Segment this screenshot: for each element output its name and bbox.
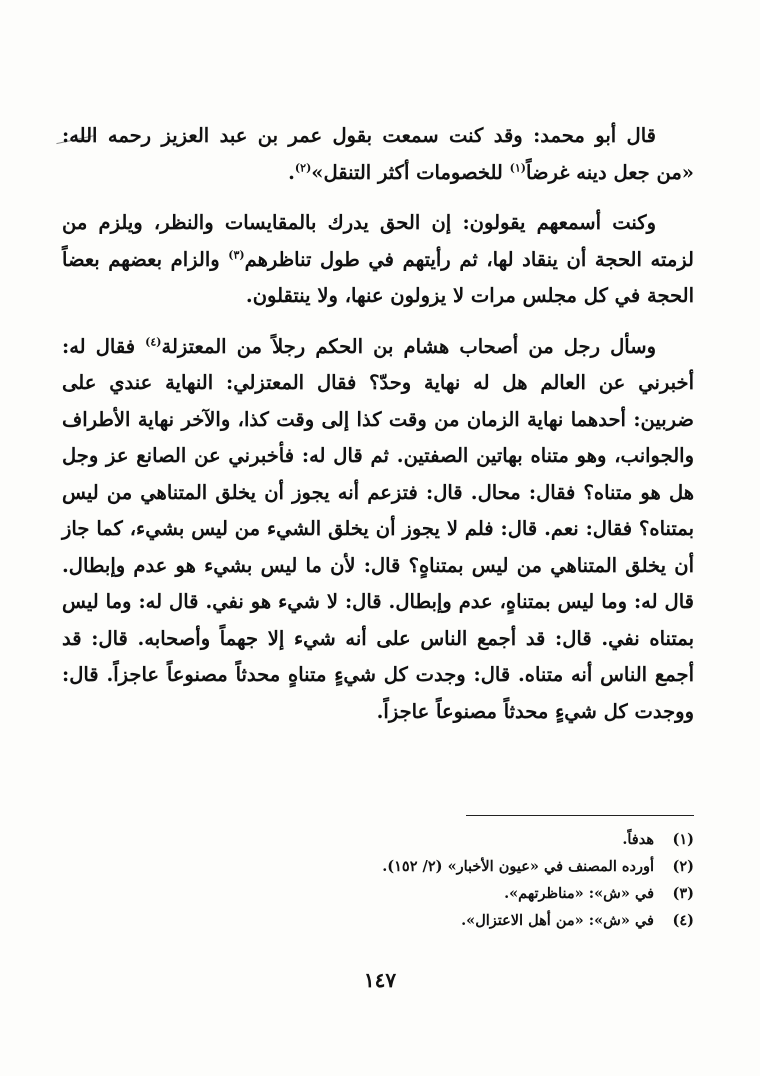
footnote-text: في «ش»: «من أهل الاعتزال». (461, 912, 654, 929)
paragraph-2-text-2: والزام بعضهم بعضاً الحجة في كل مجلس مرات لا يزولون عنها، ولا ينتقلون. (62, 247, 694, 307)
page-number: ١٤٧ (363, 968, 397, 992)
footnote-ref-3[interactable]: (٣) (228, 248, 245, 261)
paragraph-2-text: وكنت أسمعهم يقولون: إن الحق يدرك بالمقايسات والنظر، ويلزم من لزمته الحجة أن ينقاد لها، ثم رأيتهم في طول تناظرهم (62, 211, 694, 271)
footnote-number: (١) (672, 831, 694, 848)
footnote-2 (134, 853, 694, 880)
footnote-number: (٢) (672, 858, 694, 875)
footnote-text: في «ش»: «مناظرتهم». (504, 885, 654, 902)
footnote-3 (134, 880, 694, 907)
footnote-ref-1[interactable]: (١) (509, 161, 527, 174)
paragraph-3 (62, 329, 694, 731)
footnote-divider (466, 815, 694, 816)
footnote-ref-2[interactable]: (٢) (294, 161, 312, 174)
paragraph-1-text: قال أبو محمد: وقد كنت سمعت بقول عمر بن عبد العزيز رحمه الله: «من جعل دينه غرضاً (62, 124, 694, 184)
paragraph-3-text-2: فقال له: أخبرني عن العالم هل له نهاية وحدّ؟ فقال المعتزلي: النهاية عندي على ضربين: أحدهما نهاية الزمان من وقت كذا إلى وقت كذا، والآخر نهاية الأطراف والجوانب، وهو متناه بهاتين الصفتين. ثم قال له: فأخبرني عن الصانع عز وجل هل هو متناه؟ فقال: محال. قال: فتزعم أنه يجوز أن يخلق المتناهي من ليس بمتناه؟ فقال: نعم. قال: فلم لا يجوز أن يخلق الشيء من ليس بشيء، كما جاز أن يخلق المتناهي من ليس بمتناهٍ؟ قال: لأن ما ليس بشيء هو عدم وإبطال. قال له: وما ليس بمتناهٍ، عدم وإبطال. قال: لا شيء هو نفي. قال له: وما ليس بمتناه نفي. قال: قد أجمع الناس على أنه شيء إلا جهماً وأصحابه. قال: قد أجمع الناس أنه متناه. قال: وجدت كل شيءٍ متناهٍ محدثاً مصنوعاً عاجزاً. قال: ووجدت كل شيءٍ محدثاً مصنوعاً عاجزاً. (62, 334, 694, 723)
footnote-text: أورده المصنف في «عيون الأخبار» (٢/ ١٥٢). (382, 858, 654, 875)
paragraph-2 (62, 205, 694, 315)
footnote-1 (134, 826, 694, 853)
main-text (62, 118, 694, 744)
footnote-ref-4[interactable]: (٤) (145, 335, 162, 348)
footnote-number: (٤) (672, 912, 694, 929)
paragraph-1-text-3: . (288, 160, 295, 184)
footnotes (134, 826, 694, 934)
footnote-text: هدفاً. (622, 831, 654, 848)
footnote-4 (134, 907, 694, 934)
paragraph-3-text: وسأل رجل من أصحاب هشام بن الحكم رجلاً من المعتزلة (161, 334, 656, 358)
footnote-number: (٣) (672, 885, 694, 902)
paragraph-1 (62, 118, 694, 191)
paragraph-1-text-2: للخصومات أكثر التنقل» (311, 160, 510, 184)
